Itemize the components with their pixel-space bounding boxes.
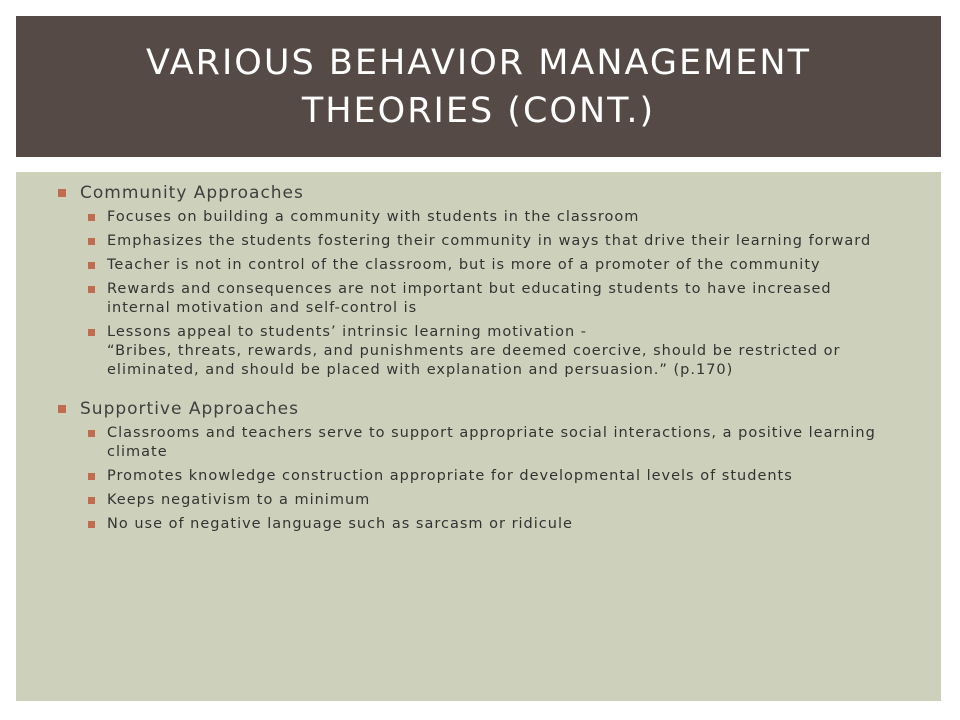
sub-bullet-item bbox=[88, 491, 881, 510]
section-heading: Community Approaches bbox=[80, 183, 304, 203]
sub-bullet-text bbox=[107, 323, 881, 380]
sub-bullet-item bbox=[88, 515, 881, 534]
sub-bullet-list bbox=[56, 208, 881, 380]
sub-bullet-item bbox=[88, 232, 881, 251]
main-bullet-item bbox=[56, 182, 881, 204]
square-bullet-icon bbox=[88, 286, 95, 293]
section-heading: Supportive Approaches bbox=[80, 399, 299, 419]
square-bullet-icon bbox=[58, 405, 66, 413]
sub-bullet-list bbox=[56, 424, 881, 534]
sub-bullet-item bbox=[88, 256, 881, 275]
sub-bullet-item bbox=[88, 467, 881, 486]
square-bullet-icon bbox=[88, 329, 95, 336]
sub-bullet-text: Keeps negativism to a minimum bbox=[107, 492, 371, 508]
sub-bullet-text: Emphasizes the students fostering their community in ways that drive their learning forward bbox=[107, 233, 872, 249]
title-bar bbox=[16, 16, 941, 157]
square-bullet-icon bbox=[58, 189, 66, 197]
sub-bullet-text: Classrooms and teachers serve to support appropriate social interactions, a positive learning climate bbox=[107, 425, 876, 460]
section-supportive-approaches bbox=[56, 398, 881, 534]
sub-bullet-text: Teacher is not in control of the classroom, but is more of a promoter of the community bbox=[107, 257, 821, 273]
square-bullet-icon bbox=[88, 521, 95, 528]
square-bullet-icon bbox=[88, 214, 95, 221]
square-bullet-icon bbox=[88, 238, 95, 245]
sub-bullet-text: No use of negative language such as sarcasm or ridicule bbox=[107, 516, 573, 532]
section-community-approaches bbox=[56, 182, 881, 380]
sub-bullet-item bbox=[88, 424, 881, 462]
quote-lead-text: Lessons appeal to students’ intrinsic learning motivation - bbox=[107, 324, 587, 340]
main-bullet-item bbox=[56, 398, 881, 420]
quote-text: “Bribes, threats, rewards, and punishments are deemed coercive, should be restricted or eliminated, and should be placed with explanation and persuasion.” (p.170) bbox=[107, 343, 841, 378]
sub-bullet-text: Promotes knowledge construction appropriate for developmental levels of students bbox=[107, 468, 793, 484]
sub-bullet-text: Rewards and consequences are not important but educating students to have increased internal motivation and self-control is bbox=[107, 281, 832, 316]
square-bullet-icon bbox=[88, 430, 95, 437]
sub-bullet-item bbox=[88, 280, 881, 318]
sub-bullet-text: Focuses on building a community with students in the classroom bbox=[107, 209, 640, 225]
square-bullet-icon bbox=[88, 262, 95, 269]
sub-bullet-item bbox=[88, 208, 881, 227]
content-panel bbox=[16, 172, 941, 701]
square-bullet-icon bbox=[88, 473, 95, 480]
square-bullet-icon bbox=[88, 497, 95, 504]
sub-bullet-item-quote bbox=[88, 323, 881, 380]
slide-title: VARIOUS BEHAVIOR MANAGEMENT THEORIES (CONT.) bbox=[146, 42, 811, 131]
